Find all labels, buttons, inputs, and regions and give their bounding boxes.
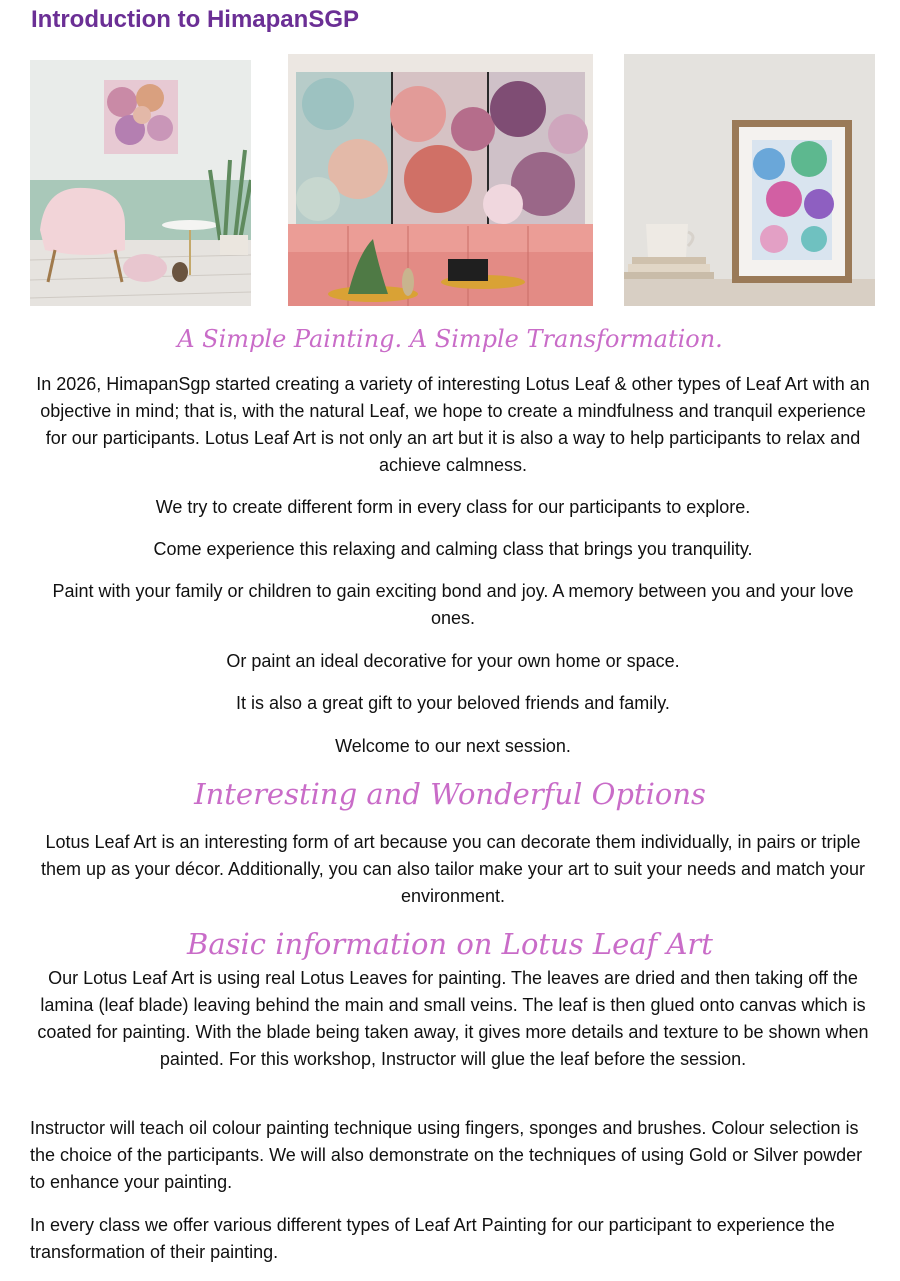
forms-paragraph: We try to create different form in every class for our participants to explore.: [155, 497, 751, 517]
gift-paragraph: It is also a great gift to your beloved friends and family.: [236, 693, 670, 713]
framed-lotus-art-shelf-photo: [624, 54, 875, 306]
classes-paragraph: In every class we offer various different types of Leaf Art Painting for our participant to experience the transformation of their painting.: [30, 1215, 835, 1262]
welcome-paragraph: Welcome to our next session.: [335, 736, 571, 756]
tagline-heading: A Simple Painting. A Simple Transformation.: [177, 325, 723, 353]
technique-paragraph: Instructor will teach oil colour painting technique using fingers, sponges and brushes. Colour selection is the choice of the participants. We will also demonstrate on the techniques of using Gold or Silver powder to enhance your painting.: [30, 1118, 863, 1192]
basic-info-paragraph: Our Lotus Leaf Art is using real Lotus Leaves for painting. The leaves are dried and then taking off the lamina (leaf blade) leaving behind the main and small veins. The leaf is then glued onto canvas which is coated for painting. With the blade being taken away, it gives more details and texture to be shown when painted. For this workshop, Instructor will glue the leaf before the session.: [37, 968, 869, 1069]
decorative-paragraph: Or paint an ideal decorative for your own home or space.: [226, 651, 680, 671]
options-paragraph: Lotus Leaf Art is an interesting form of art because you can decorate them individually, in pairs or triple them up as your décor. Additionally, you can also tailor make your art to suit your needs and match your environment.: [40, 832, 866, 906]
options-heading: Interesting and Wonderful Options: [194, 777, 706, 811]
intro-paragraph: In 2026, HimapanSgp started creating a variety of interesting Lotus Leaf & other types of Leaf Art with an objective in mind; that is, with the natural Leaf, we hope to create a mindfulness and tranquil experience for our participants. Lotus Leaf Art is not only an art but it is also a way to help participants to relax and achieve calmness.: [36, 374, 870, 475]
experience-paragraph: Come experience this relaxing and calming class that brings you tranquility.: [153, 539, 753, 559]
living-room-lotus-art-photo: [30, 60, 251, 306]
sofa-triptych-lotus-art-photo: [288, 54, 593, 306]
page-title: Introduction to HimapanSGP: [31, 6, 359, 33]
family-paragraph: Paint with your family or children to gain exciting bond and joy. A memory between you and your love ones.: [52, 581, 854, 628]
basic-info-heading: Basic information on Lotus Leaf Art: [187, 927, 713, 961]
